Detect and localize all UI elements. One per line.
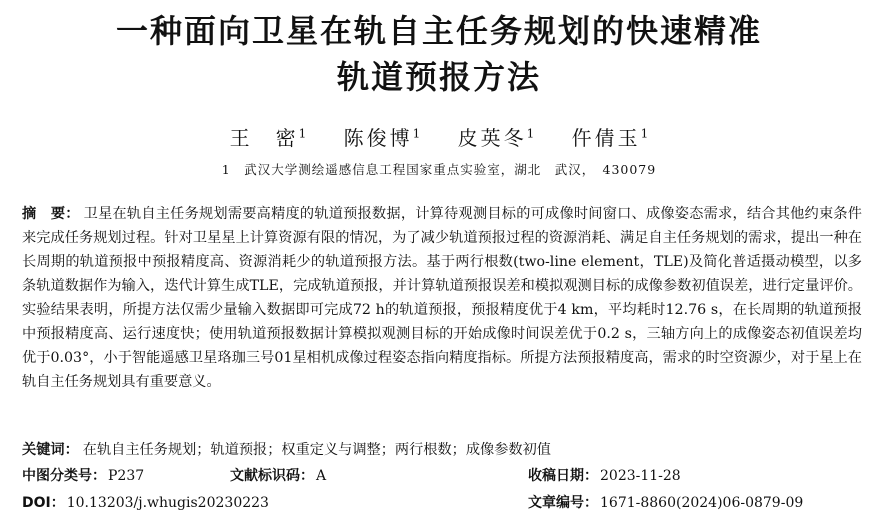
author-name: 仵倩玉	[571, 126, 641, 150]
doi	[22, 493, 269, 513]
title-line-2: 轨道预报方法	[336, 58, 541, 96]
doc-code-label: 文献标识码：	[230, 468, 314, 484]
abstract-label: 摘 要：	[22, 206, 80, 222]
clc-number	[22, 466, 144, 486]
author	[458, 126, 535, 150]
clc-label: 中图分类号：	[22, 468, 106, 484]
article-number	[528, 493, 803, 513]
author-list	[0, 122, 878, 151]
author-affil-mark: 1	[298, 126, 307, 141]
keywords-label: 关键词：	[22, 442, 79, 458]
author-affil-mark: 1	[640, 126, 649, 141]
keywords-text: 在轨自主任务规划；轨道预报；权重定义与调整；两行根数；成像参数初值	[82, 442, 551, 458]
author-affil-mark: 1	[412, 126, 421, 141]
author-name: 王 密	[229, 126, 299, 150]
author	[572, 126, 649, 150]
title-line-1: 一种面向卫星在轨自主任务规划的快速精准	[115, 12, 762, 50]
article-no-value: 1671-8860(2024)06-0879-09	[600, 495, 804, 511]
doc-code-value: A	[316, 468, 327, 484]
document-code	[230, 466, 326, 486]
author	[344, 126, 421, 150]
received-date	[528, 466, 681, 486]
abstract-text: 卫星在轨自主任务规划需要高精度的轨道预报数据，计算待观测目标的可成像时间窗口、成像姿态需求，结合其他约束条件来完成任务规划过程。针对卫星星上计算资源有限的情况，为了减少轨道预报过程的资源消耗、满足自主任务规划的需求，提出一种在长周期的轨道预报中预报精度高、资源消耗少的轨道预报方法。基于两行根数(two-line element，TLE)及简化普适摄动模型，以多条轨道数据作为输入，迭代计算生成TLE，完成轨道预报，并计算轨道预报误差和模拟观测目标的成像参数初值误差，进行定量评价。实验结果表明，所提方法仅需少量输入数据即可完成72 h的轨道预报，预报精度优于4 km，平均耗时12.76 s，在长周期的轨道预报中预报精度高、运行速度快；使用轨道预报数据计算模拟观测目标的开始成像时间误差优于0.2 s，三轴方向上的成像姿态初值误差均优于0.03°，小于智能遥感卫星珞珈三号01星相机成像过程姿态指向精度指标。所提方法预报精度高，需求的时空资源少，对于星上在轨自主任务规划具有重要意义。	[22, 206, 862, 390]
received-label: 收稿日期：	[528, 468, 598, 484]
author-affil-mark: 1	[526, 126, 535, 141]
doi-value: 10.13203/j.whugis20230223	[66, 495, 269, 511]
affiliation: 1 武汉大学测绘遥感信息工程国家重点实验室，湖北 武汉， 430079	[221, 162, 657, 177]
author-name: 皮英冬	[457, 126, 527, 150]
article-no-label: 文章编号：	[528, 495, 598, 511]
received-value: 2023-11-28	[600, 468, 681, 484]
clc-value: P237	[108, 468, 145, 484]
doi-label: DOI：	[22, 495, 65, 511]
author	[230, 126, 307, 150]
keywords	[22, 439, 862, 461]
abstract	[22, 202, 862, 394]
author-name: 陈俊博	[343, 126, 413, 150]
paper-title	[0, 8, 878, 100]
